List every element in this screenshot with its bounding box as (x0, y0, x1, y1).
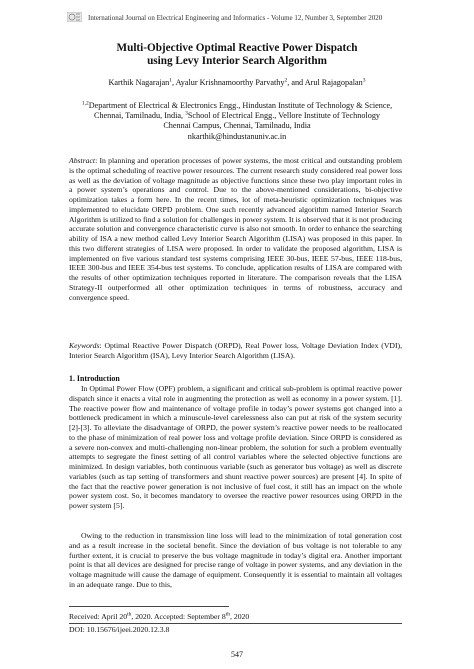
journal-name: International Journal on Electrical Engineering and Informatics - Volume 12, Number 3, September 2020 (88, 14, 383, 22)
affiliations (40, 101, 434, 142)
contact-email: nkarthik@hindustanuniv.ac.in (187, 131, 287, 141)
keywords (69, 341, 402, 361)
author-1-mark: 1 (169, 77, 172, 84)
keywords-label: Keywords (69, 341, 100, 350)
received-sup: th (127, 611, 132, 618)
intro-paragraph-1 (69, 384, 402, 511)
author-3-mark: 3 (362, 77, 366, 84)
affiliation-line-1 (40, 101, 434, 111)
author-1: Karthik Nagarajan (108, 78, 170, 87)
received-dates (69, 612, 249, 622)
affiliation-2-pre: Chennai, Tamilnadu, India, (93, 111, 186, 121)
affiliation-2-mark: 3 (185, 110, 188, 117)
affiliation-line-2 (40, 111, 434, 121)
author-2: , Ayalur Krishnamoorthy Parvathy (171, 78, 285, 87)
doi: DOI: 10.15676/ijeei.2020.12.3.8 (69, 625, 170, 634)
abstract-text: : In planning and operation processes of power systems, the most critical and outstanding problem is the optimal scheduling of reactive power resources. The current research study considered real power loss as well as the deviation of voltage magnitude as objective functions since these two play important roles in a power system’s operations and control. Due to the above-mentioned considerations, bi-objective optimization takes a form here. In the recent times, lot of meta-heuristic optimization techniques was implemented to elucidate ORPD problem. One such recently advanced algorithm named Interior Search Algorithm is utilized to find a solution for challenges in power system. It is observed that it is not producing accurate solution and convergence characteristic curve is also not smooth. In order to enhance the searching ability of ISA a new method called Levy Interior Search Algorithm (LISA) was proposed in this paper. In this two different strategies of LISA were proposed. In order to validate the proposed algorithm, LISA is implemented on five various standard test systems comprising IEEE 30-bus, IEEE 57-bus, IEEE 118-bus, IEEE 300-bus and IEEE 354-bus test systems. To conclude, application results of LISA are compared with the results of other optimization techniques reported in literature. The comparison reveals that the LISA Strategy-II outperformed all other optimization techniques in terms of robustness, accuracy and convergence speed. (69, 156, 402, 302)
paper-title (40, 42, 434, 68)
abstract-label: Abstract (69, 156, 96, 165)
journal-logo-icon (67, 12, 82, 22)
accepted-year: , 2020 (230, 612, 250, 621)
running-header (68, 12, 444, 26)
intro-paragraph-2 (69, 531, 402, 590)
affiliation-1-mark: 1,2 (81, 100, 89, 107)
received-text: Received: April 20 (69, 612, 128, 621)
author-2-mark: 2 (284, 77, 288, 84)
accepted-sup: th (225, 611, 230, 618)
paragraph-text: In Optimal Power Flow (OPF) problem, a significant and critical sub-problem is optimal reactive power dispatch since it enacts a vital role in augmenting the protection as well as economy in a power system. [1]. The reactive power flow and maintenance of voltage profile in today’s power systems got changed into a bottleneck predicament in which a minuscule-level carelessness also can put at risk of the system security [2]-[3]. To alleviate the disadvantage of ORPD, the power system’s reactive power needs to be reallocated to the phase of minimization of real power loss and voltage profile deviation. Since ORPD is considered as a severe non-convex and multi-challenging non-linear problem, the solution for such a problem eventually attempts to segregate the finest setting of all control variables where the selected objective functions are minimized. In design variables, both continuous variable (such as generator bus voltage) as well as discrete variables (such as tap setting of transformers and shunt reactive power sources) are present [4]. In spite of the fact that the reactive power generation is not inclusive of fuel cost, it still has an impact on the whole power system cost. So, it becomes mandatory to oversee the reactive power resources using ORPD in the power system [5]. (69, 384, 402, 510)
affiliation-line-3: Chennai Campus, Chennai, Tamilnadu, India (163, 121, 311, 131)
abstract (69, 156, 402, 302)
author-list (30, 78, 444, 88)
accepted-text: , 2020. Accepted: September 8 (131, 612, 226, 621)
keywords-text: : Optimal Reactive Power Dispatch (ORPD), Real Power loss, Voltage Deviation Index (VDI), Interior Search Algorithm (ISA), Levy Interior Search Algorithm (LISA). (69, 341, 402, 360)
section-heading: 1. Introduction (69, 374, 120, 383)
doi-rule (69, 623, 402, 624)
page-number: 547 (231, 650, 243, 659)
paragraph-text: Owing to the reduction in transmission line loss will lead to the minimization of total generation cost and as a result increase in the societal benefit. Since the deviation of bus voltage is not tolerable to any further extent, it is crucial to preserve the bus voltage magnitude in today’s digital era. Another important point is that all devices are designed for precise range of voltage in power systems, and any deviation in the voltage magnitude will cause the damage of equipment. Consequently it is essential to maintain all voltages in an adequate range. Due to this, (69, 531, 402, 589)
title-line-1: Multi-Objective Optimal Reactive Power Dispatch (116, 42, 358, 54)
affiliation-2-text: School of Electrical Engg., Vellore Institute of Technology (187, 111, 381, 121)
title-line-2: using Levy Interior Search Algorithm (147, 55, 327, 67)
author-3: , and Arul Rajagopalan (287, 78, 363, 87)
footnote-rule (69, 606, 229, 607)
affiliation-1-text: Department of Electrical & Electronics Engg., Hindustan Institute of Technology & Science, (88, 101, 393, 110)
